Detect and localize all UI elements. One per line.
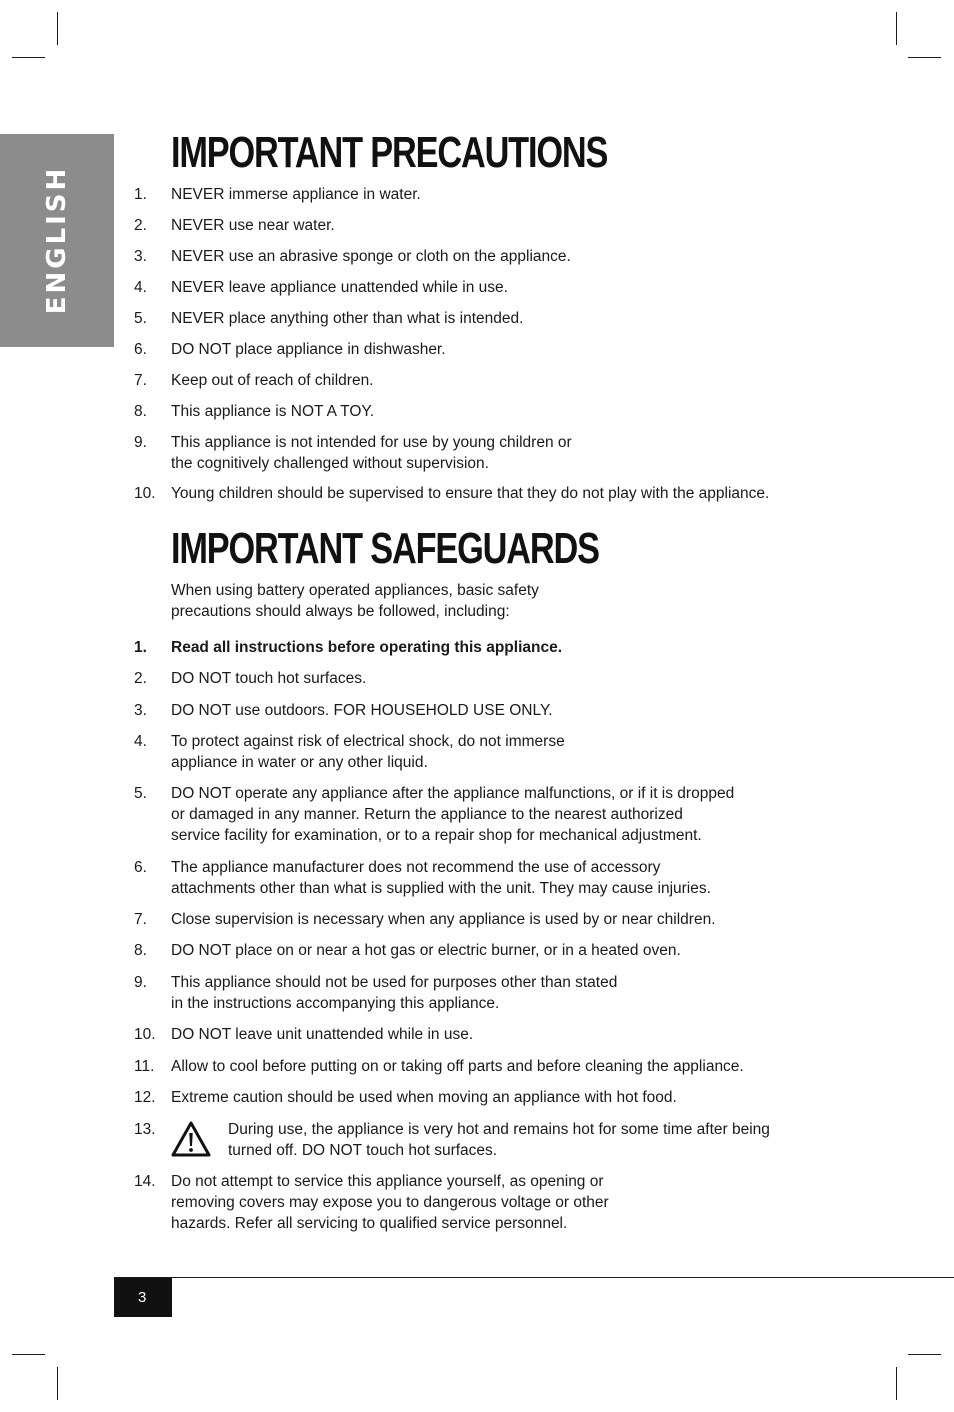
item-number: 1. — [134, 639, 147, 656]
item-text: This appliance is not intended for use by young children or the cognitively challenged without supervision. — [171, 434, 572, 472]
item-number: 7. — [134, 911, 147, 928]
crop-mark — [12, 57, 45, 58]
crop-mark — [57, 1367, 58, 1400]
item-number: 11. — [134, 1058, 155, 1075]
item-text: NEVER place anything other than what is intended. — [171, 310, 524, 327]
item-text: NEVER use near water. — [171, 217, 335, 234]
item-number: 2. — [134, 217, 147, 234]
crop-mark — [57, 12, 58, 45]
item-number: 3. — [134, 248, 147, 265]
safeguards-intro: When using battery operated appliances, basic safety precautions should always be followed, including: — [171, 582, 539, 620]
item-text: Allow to cool before putting on or taking off parts and before cleaning the appliance. — [171, 1058, 744, 1075]
item-text: Young children should be supervised to ensure that they do not play with the appliance. — [171, 485, 770, 502]
item-number: 1. — [134, 186, 147, 203]
item-number: 3. — [134, 702, 147, 719]
item-number: 14. — [134, 1173, 156, 1190]
safeguards-heading: IMPORTANT SAFEGUARDS — [171, 524, 599, 573]
item-text: DO NOT operate any appliance after the appliance malfunctions, or if it is dropped or damaged in any manner. Return the appliance to the nearest authorized service facility for examination, or to a repair shop for mechanical adjustment. — [171, 785, 735, 844]
crop-mark — [896, 1367, 897, 1400]
item-number: 5. — [134, 310, 147, 327]
item-text: NEVER leave appliance unattended while in use. — [171, 279, 508, 296]
item-text: Do not attempt to service this appliance yourself, as opening or removing covers may expose you to dangerous voltage or other hazards. Refer all servicing to qualified service personnel. — [171, 1173, 609, 1232]
item-text: NEVER use an abrasive sponge or cloth on the appliance. — [171, 248, 571, 265]
item-text: Close supervision is necessary when any appliance is used by or near children. — [171, 911, 716, 928]
item-text: DO NOT place on or near a hot gas or electric burner, or in a heated oven. — [171, 942, 681, 959]
item-number: 8. — [134, 942, 147, 959]
crop-mark — [908, 1354, 941, 1355]
item-text: Read all instructions before operating this appliance. — [171, 639, 563, 656]
item-text: NEVER immerse appliance in water. — [171, 186, 421, 203]
item-text: To protect against risk of electrical shock, do not immerse appliance in water or any other liquid. — [171, 733, 565, 771]
item-number: 6. — [134, 341, 147, 358]
item-number: 10. — [134, 485, 156, 502]
warning-triangle-icon — [171, 1121, 211, 1157]
language-label: ENGLISH — [42, 165, 72, 315]
item-number: 2. — [134, 670, 147, 687]
item-number: 13. — [134, 1121, 156, 1138]
page-number: 3 — [114, 1278, 172, 1317]
language-tab — [0, 134, 114, 347]
item-number: 9. — [134, 974, 147, 991]
item-text: Extreme caution should be used when moving an appliance with hot food. — [171, 1089, 677, 1106]
item-number: 7. — [134, 372, 147, 389]
item-number: 6. — [134, 859, 147, 876]
precautions-heading: IMPORTANT PRECAUTIONS — [171, 128, 608, 177]
item-number: 4. — [134, 733, 147, 750]
item-text: During use, the appliance is very hot and remains hot for some time after being turned off. DO NOT touch hot surfaces. — [228, 1121, 770, 1159]
item-number: 10. — [134, 1026, 156, 1043]
item-text: This appliance is NOT A TOY. — [171, 403, 375, 420]
item-number: 5. — [134, 785, 147, 802]
item-text: This appliance should not be used for purposes other than stated in the instructions accompanying this appliance. — [171, 974, 618, 1012]
crop-mark — [908, 57, 941, 58]
item-text: Keep out of reach of children. — [171, 372, 374, 389]
item-text: DO NOT use outdoors. FOR HOUSEHOLD USE ONLY. — [171, 702, 553, 719]
item-number: 9. — [134, 434, 147, 451]
item-text: DO NOT place appliance in dishwasher. — [171, 341, 446, 358]
item-number: 4. — [134, 279, 147, 296]
item-number: 12. — [134, 1089, 156, 1106]
item-text: DO NOT leave unit unattended while in use. — [171, 1026, 474, 1043]
item-text: The appliance manufacturer does not recommend the use of accessory attachments other than what is supplied with the unit. They may cause injuries. — [171, 859, 711, 897]
item-text: DO NOT touch hot surfaces. — [171, 670, 367, 687]
footer-rule — [114, 1277, 954, 1278]
item-number: 8. — [134, 403, 147, 420]
crop-mark — [12, 1354, 45, 1355]
crop-mark — [896, 12, 897, 45]
